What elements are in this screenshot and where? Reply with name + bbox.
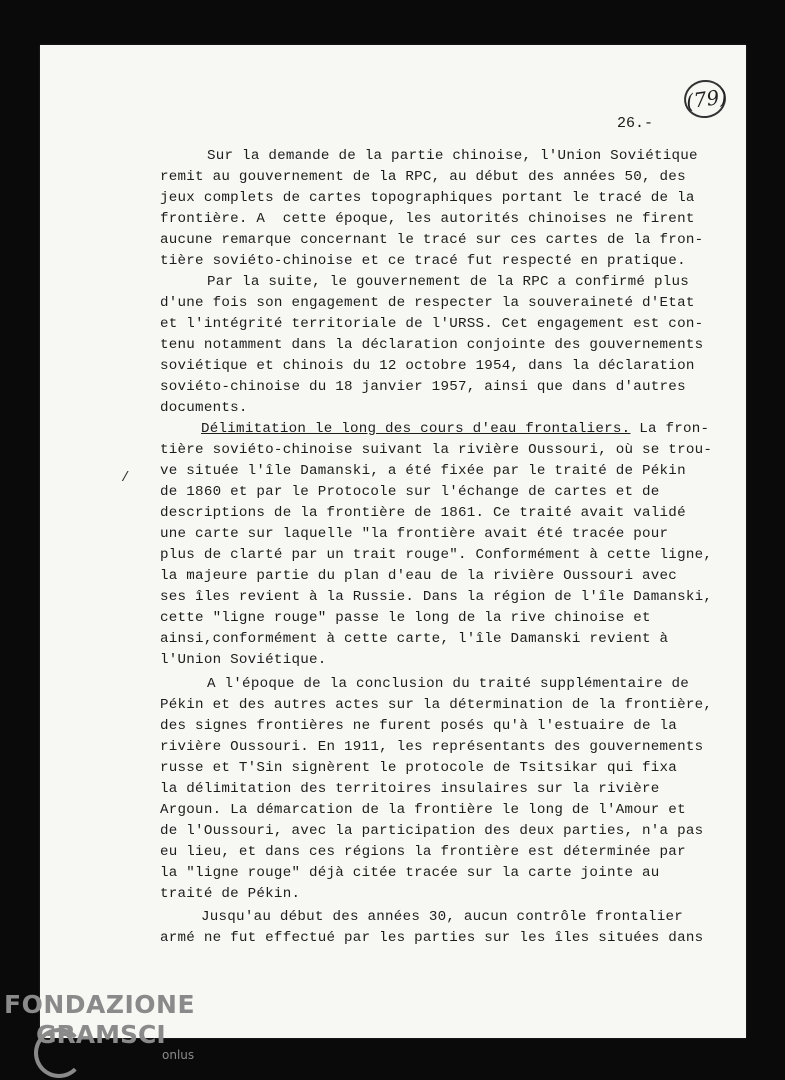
text-line: A l'époque de la conclusion du traité supplémentaire de: [207, 676, 690, 692]
page-number: 26.-: [617, 115, 654, 132]
text-line: la majeure partie du plan d'eau de la rivière Oussouri avec: [160, 568, 678, 584]
text-line: ainsi,conformément à cette carte, l'île Damanski revient à: [160, 631, 669, 647]
handwritten-page-annotation: (79): [682, 77, 729, 120]
text-line: plus de clarté par un trait rouge". Conformément à cette ligne,: [160, 547, 713, 563]
text-line: et l'intégrité territoriale de l'URSS. Cet engagement est con-: [160, 316, 704, 332]
text-line: de 1860 et par le Protocole sur l'échange de cartes et de: [160, 484, 660, 500]
text-line: tière soviéto-chinoise et ce tracé fut respecté en pratique.: [160, 253, 686, 269]
text-line: Sur la demande de la partie chinoise, l'Union Soviétique: [207, 148, 698, 164]
text-line: jeux complets de cartes topographiques portant le tracé de la: [160, 190, 695, 206]
text-line: cette "ligne rouge" passe le long de la rive chinoise et: [160, 610, 651, 626]
watermark-suffix: onlus: [162, 1048, 195, 1062]
text-line: la "ligne rouge" déjà citée tracée sur la carte jointe au: [160, 865, 660, 881]
text-line: russe et T'Sin signèrent le protocole de Tsitsikar qui fixa: [160, 760, 678, 776]
text-line: armé ne fut effectué par les parties sur les îles situées dans: [160, 930, 704, 946]
watermark-title: FONDAZIONE: [4, 990, 196, 1019]
text-line: tenu notamment dans la déclaration conjointe des gouvernements: [160, 337, 704, 353]
text-line: Pékin et des autres actes sur la détermination de la frontière,: [160, 697, 713, 713]
section-heading-line: [201, 419, 709, 439]
text-line: des signes frontières ne furent posés qu'à l'estuaire de la: [160, 718, 678, 734]
text-line: remit au gouvernement de la RPC, au début des années 50, des: [160, 169, 686, 185]
text-line: la délimitation des territoires insulaires sur la rivière: [160, 781, 660, 797]
text-line: ve située l'île Damanski, a été fixée par le traité de Pékin: [160, 463, 686, 479]
text-line: descriptions de la frontière de 1861. Ce traité avait validé: [160, 505, 686, 521]
text-line: La fron-: [630, 421, 710, 437]
watermark-subtitle: GRAMSCI: [36, 1020, 166, 1049]
text-line: Jusqu'au début des années 30, aucun contrôle frontalier: [201, 909, 684, 925]
text-line: Argoun. La démarcation de la frontière le long de l'Amour et: [160, 802, 686, 818]
section-heading: Délimitation le long des cours d'eau frontaliers.: [201, 421, 631, 437]
text-line: traité de Pékin.: [160, 886, 301, 902]
text-line: soviéto-chinoise du 18 janvier 1957, ainsi que dans d'autres: [160, 379, 686, 395]
text-line: ses îles revient à la Russie. Dans la région de l'île Damanski,: [160, 589, 713, 605]
text-line: documents.: [160, 400, 248, 416]
margin-mark: /: [121, 470, 130, 486]
text-line: Par la suite, le gouvernement de la RPC a confirmé plus: [207, 274, 690, 290]
text-line: tière soviéto-chinoise suivant la rivière Oussouri, où se trou-: [160, 442, 713, 458]
text-line: frontière. A cette époque, les autorités chinoises ne firent: [160, 211, 695, 227]
text-line: de l'Oussouri, avec la participation des deux parties, n'a pas: [160, 823, 704, 839]
fondazione-gramsci-watermark: [4, 990, 204, 1080]
text-line: aucune remarque concernant le tracé sur ces cartes de la fron-: [160, 232, 704, 248]
text-line: eu lieu, et dans ces régions la frontière est déterminée par: [160, 844, 686, 860]
text-line: une carte sur laquelle "la frontière avait été tracée pour: [160, 526, 669, 542]
text-line: d'une fois son engagement de respecter la souveraineté d'Etat: [160, 295, 695, 311]
text-line: soviétique et chinois du 12 octobre 1954, dans la déclaration: [160, 358, 695, 374]
text-line: rivière Oussouri. En 1911, les représentants des gouvernements: [160, 739, 704, 755]
text-line: l'Union Soviétique.: [160, 652, 327, 668]
